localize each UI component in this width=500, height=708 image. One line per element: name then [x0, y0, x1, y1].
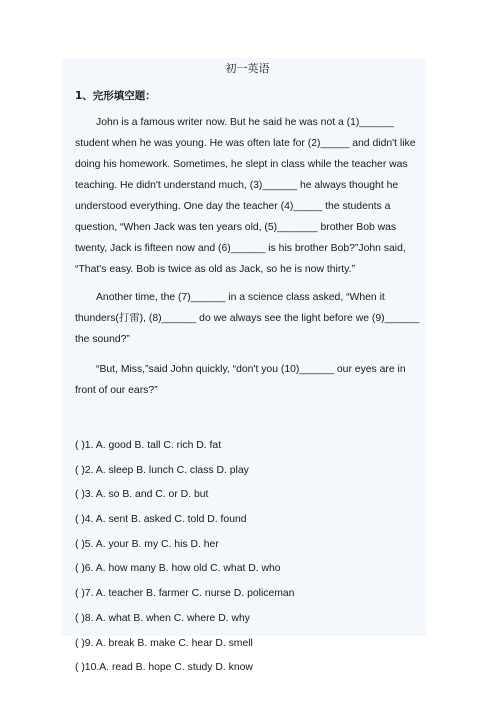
option-item-7: ( )7. A. teacher B. farmer C. nurse D. policeman	[75, 588, 295, 600]
option-item-5: ( )5. A. your B. my C. his D. her	[75, 538, 219, 550]
passage-paragraph-2: Another time, the (7)______ in a science class asked, “When it thunders(打雷), (8)______ do we always see the light before we (9)______ the sound?”	[75, 292, 420, 345]
option-item-2: ( )2. A. sleep B. lunch C. class D. play	[75, 464, 249, 476]
document-content	[75, 62, 420, 686]
answer-options-list	[75, 439, 420, 686]
option-item-10: ( )10.A. read B. hope C. study D. know	[75, 662, 253, 674]
section-heading: 1、完形填空题：	[75, 90, 156, 102]
option-item-4: ( )4. A. sent B. asked C. told D. found	[75, 514, 247, 526]
option-item-8: ( )8. A. what B. when C. where D. why	[75, 612, 250, 624]
option-item-6: ( )6. A. how many B. how old C. what D. who	[75, 563, 281, 575]
document-title: 初一英语	[225, 62, 270, 75]
option-item-3: ( )3. A. so B. and C. or D. but	[75, 489, 209, 501]
passage-paragraph-1: John is a famous writer now. But he said he was not a (1)______ student when he was young. He was often late for (2)_____ and didn't like doing his homework. Sometimes, he slept in class while the teacher was teaching. He didn't understand much, (3)______ he always thought he understood everything. One day the teacher (4)_____ the students a question, “When Jack was ten years old, (5)_______ brother Bob was twenty, Jack is fifteen now and (6)______ is his brother Bob?”John said, “That's easy. Bob is twice as old as Jack, so he is now thirty.”	[75, 117, 416, 275]
passage-paragraph-3: “But, Miss,”said John quickly, “don't you (10)______ our eyes are in front of our ears?”	[75, 364, 406, 396]
option-item-9: ( )9. A. break B. make C. hear D. smell	[75, 637, 253, 649]
option-item-1: ( )1. A. good B. tall C. rich D. fat	[75, 440, 222, 451]
